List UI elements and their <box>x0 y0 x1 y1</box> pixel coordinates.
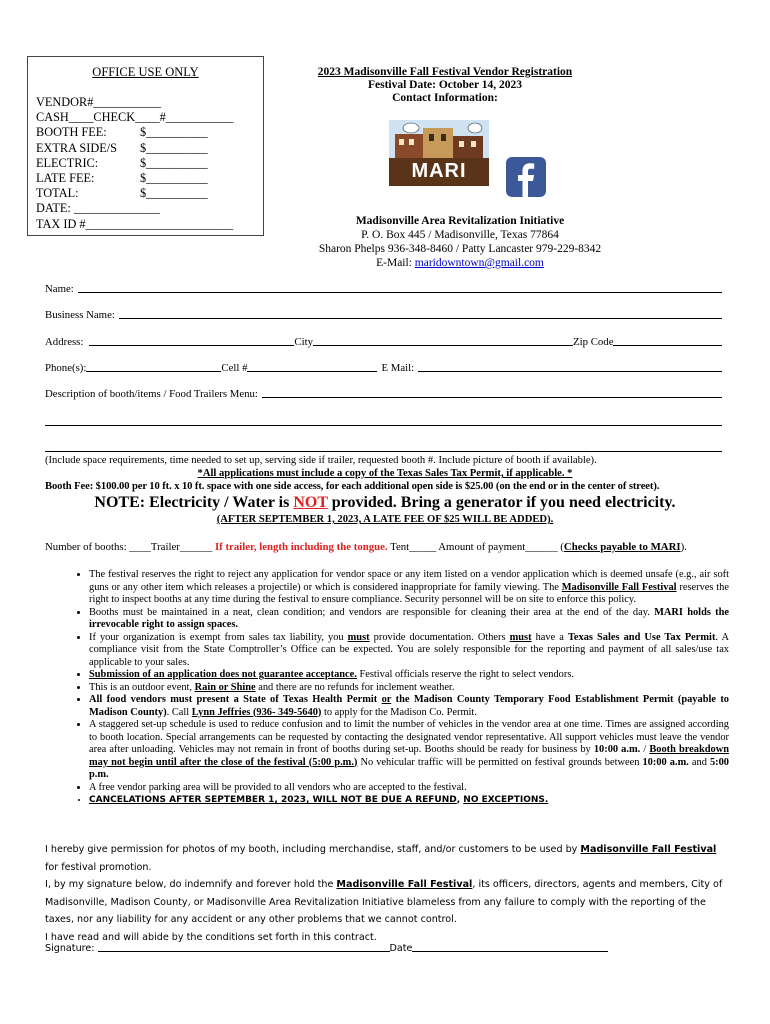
list-item: • The festival reserves the right to reject any application for vendor space or any item listed on a vendor application which is deemed unsafe (e.g., air soft guns or any other item which releases a projectile) or which is considered inappropriate for family viewing. The Madisonville Fall Festival reserves the right to inspect booths at any time during the festival to ensure compliance. Security personnel will be on site to enforce this policy. <box>89 569 729 607</box>
not-emphasis: NOT <box>293 494 328 511</box>
vendor-rules-list <box>45 569 729 807</box>
signature-label: Signature: <box>45 943 95 954</box>
total-row[interactable]: TOTAL: $__________ <box>36 186 208 201</box>
vendor-number-field[interactable]: VENDOR#___________ <box>36 95 162 109</box>
description-field[interactable] <box>45 388 722 400</box>
signature-line[interactable] <box>45 943 608 954</box>
address-label: Address: <box>45 336 84 348</box>
signature-date-label: Date <box>389 943 413 954</box>
city-input-line[interactable] <box>313 344 573 346</box>
name-field[interactable] <box>45 283 722 295</box>
indemnity-statement: I, by my signature below, do indemnify and forever hold the Madisonville Fall Festival, its officers, directors, agents and members, City of Madisonville, Madison County, or Madisonville Area Revitalization Initiative blameless from any failure to comply with the reporting of the taxes, nor any liability for any accident or any other problems that we cannot control. <box>45 879 723 925</box>
festival-date: Festival Date: October 14, 2023 <box>367 79 523 91</box>
list-item: • Submission of an application does not guarantee acceptance. Festival officials reserve the right to select vendors. <box>89 669 729 682</box>
electric-row[interactable]: ELECTRIC: $__________ <box>36 155 208 170</box>
agreement-statement: I have read and will abide by the conditions set forth in this contract. <box>45 931 377 943</box>
booth-fee-info: Booth Fee: $100.00 per 10 ft. x 10 ft. space with one side access, for each additional open side is $25.00 (on the end or in the center of street). <box>45 481 660 492</box>
photo-permission: I hereby give permission for photos of my booth, including merchandise, staff, and/or customers to be used by Madisonville Fall Festival for festival promotion. <box>45 844 717 873</box>
list-item: • If your organization is exempt from sales tax liability, you must provide documentation. Others must have a Texas Sales and Use Tax Permit. A compliance visit from the State Comptroller’s Office can be expected. You are solely responsible for the reporting and payment of all sales/use tax applicable to your sales. <box>89 632 729 670</box>
signature-input-line[interactable] <box>98 950 390 952</box>
business-name-label: Business Name: <box>45 309 115 321</box>
trailer-length-note: If trailer, length including the tongue. <box>214 541 388 553</box>
late-fee-notice: (AFTER SEPTEMBER 1, 2023, A LATE FEE OF $25 WILL BE ADDED). <box>216 514 554 525</box>
description-input-line[interactable] <box>262 396 722 398</box>
contact-heading: Contact Information: <box>392 92 498 104</box>
list-item: • A staggered set-up schedule is used to reduce confusion and to limit the number of vehicles in the vendor area at one time. Times are assigned according to booth location. Special arrangements can be requested by contacting the designated vendor representative. All support vehicles must leave the vendor area after unloading. Vehicles may not remain in front of booths during set-up. Booths should be ready for business by 10:00 a.m. / Booth breakdown may not begin until after the close of the festival (5:00 p.m.) No vehicular traffic will be permitted on festival grounds between 10:00 a.m. and 5:00 p.m. <box>89 719 729 782</box>
description-line-3[interactable] <box>45 451 722 452</box>
tax-permit-requirement: *All applications must include a copy of the Texas Sales Tax Permit, if applicable. * <box>197 468 573 479</box>
zip-input-line[interactable] <box>613 344 722 346</box>
name-label: Name: <box>45 283 74 295</box>
cell-label: Cell # <box>221 362 248 374</box>
form-title: 2023 Madisonville Fall Festival Vendor Registration <box>317 66 573 78</box>
org-email-link[interactable]: maridowntown@gmail.com <box>414 257 544 269</box>
phone-field[interactable] <box>45 362 722 374</box>
org-name: Madisonville Area Revitalization Initiative <box>355 215 565 227</box>
business-name-field[interactable] <box>45 309 722 321</box>
description-line-2[interactable] <box>45 425 722 426</box>
org-phones: Sharon Phelps 936-348-8460 / Patty Lancaster 979-229-8342 <box>318 243 602 255</box>
org-address: P. O. Box 445 / Madisonville, Texas 77864 <box>361 229 559 241</box>
list-item: • CANCELATIONS AFTER SEPTEMBER 1, 2023, WILL NOT BE DUE A REFUND, NO EXCEPTIONS. <box>89 794 729 807</box>
facebook-icon[interactable] <box>506 157 546 197</box>
zip-label: Zip Code <box>573 336 614 348</box>
list-item: • All food vendors must present a State of Texas Health Permit or the Madison County Temporary Food Establishment Permit (payable to Madison County). Call Lynn Jeffries (936- 349-5640) to apply for the Madison Co. Permit. <box>89 694 729 719</box>
city-label: City <box>294 336 313 348</box>
list-item: • This is an outdoor event, Rain or Shine and there are no refunds for inclement weather. <box>89 682 729 695</box>
org-email-line: E-Mail: maridowntown@gmail.com <box>376 257 544 269</box>
permission-statements <box>45 841 729 946</box>
office-use-box <box>27 56 264 236</box>
business-name-input-line[interactable] <box>119 317 722 319</box>
booth-fee-row[interactable]: BOOTH FEE: $__________ <box>36 125 208 140</box>
late-fee-row[interactable]: LATE FEE: $__________ <box>36 171 208 186</box>
cash-check-field[interactable]: CASH____CHECK____#___________ <box>36 110 234 125</box>
registration-header <box>285 66 605 105</box>
space-requirements-note: (Include space requirements, time needed to set up, serving side if trailer, requested booth #. Include picture of booth if available). <box>45 455 597 466</box>
email-input-line[interactable] <box>418 370 722 372</box>
electricity-note: NOTE: Electricity / Water is NOT provided. Bring a generator if you need electricity. <box>94 494 676 511</box>
office-date-field[interactable]: DATE: ______________ <box>36 201 160 216</box>
description-label: Description of booth/items / Food Trailers Menu: <box>45 388 258 400</box>
checks-payable-note: Checks payable to MARI <box>563 541 681 553</box>
office-use-title: OFFICE USE ONLY <box>92 65 199 79</box>
mari-logo-text: MARI <box>411 160 467 182</box>
booths-count-line[interactable]: Number of booths: ____Trailer______ If trailer, length including the tongue. Tent_____ Amount of payment______ (Checks payable to MARI). <box>45 541 687 553</box>
address-field[interactable] <box>45 336 722 348</box>
list-item: • A free vendor parking area will be provided to all vendors who are accepted to the festival. <box>89 782 729 795</box>
tax-id-field[interactable]: TAX ID #________________________ <box>36 216 234 231</box>
cell-input-line[interactable] <box>247 370 377 372</box>
list-item: • Booths must be maintained in a neat, clean condition; and vendors are responsible for cleaning their area at the end of the day. MARI holds the irrevocable right to assign spaces. <box>89 607 729 632</box>
phone-input-line[interactable] <box>86 370 221 372</box>
signature-date-input-line[interactable] <box>412 950 608 952</box>
email-label: E Mail: <box>381 362 415 374</box>
extra-sides-row[interactable]: EXTRA SIDE/S $__________ <box>36 140 208 155</box>
mari-logo <box>389 120 489 186</box>
phone-label: Phone(s): <box>45 362 87 374</box>
address-input-line[interactable] <box>89 344 294 346</box>
name-input-line[interactable] <box>78 291 722 293</box>
organization-info <box>285 214 635 270</box>
